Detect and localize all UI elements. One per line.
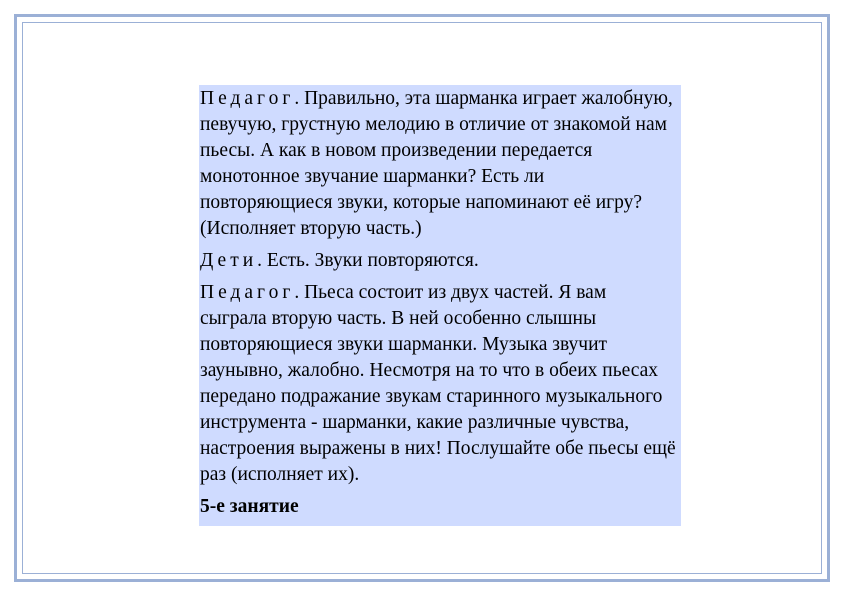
dialogue-text: . Есть. Звуки повторяются. <box>257 250 479 271</box>
dialogue-paragraph-teacher-2 <box>200 280 677 488</box>
dialogue-paragraph-children <box>200 248 677 274</box>
dialogue-text: . Пьеса состоит из двух частей. Я вам сыграла вторую часть. В ней особенно слышны повторяющиеся звуки шарманки. Музыка звучит заунывно, жалобно. Несмотря на то что в обеих пьесах передано подражание звукам старинного музыкального инструмента - шарманки, какие различные чувства, настроения выражены в них! Послушайте обе пьесы ещё раз (исполняет их). <box>200 282 676 485</box>
dialogue-text: . Правильно, эта шарманка играет жалобную, певучую, грустную мелодию в отличие от знакомой нам пьесы. А как в новом произведении передается монотонное звучание шарманки? Есть ли повторяющиеся звуки, которые напоминают её игру? (Исполняет вторую часть.) <box>200 88 673 239</box>
text-box <box>199 85 681 526</box>
speaker-label: Педагог <box>200 88 295 109</box>
dialogue-paragraph-teacher-1 <box>200 86 677 242</box>
speaker-label: Дети <box>200 250 258 271</box>
section-heading: 5-е занятие <box>200 496 299 517</box>
speaker-label: Педагог <box>200 282 295 303</box>
